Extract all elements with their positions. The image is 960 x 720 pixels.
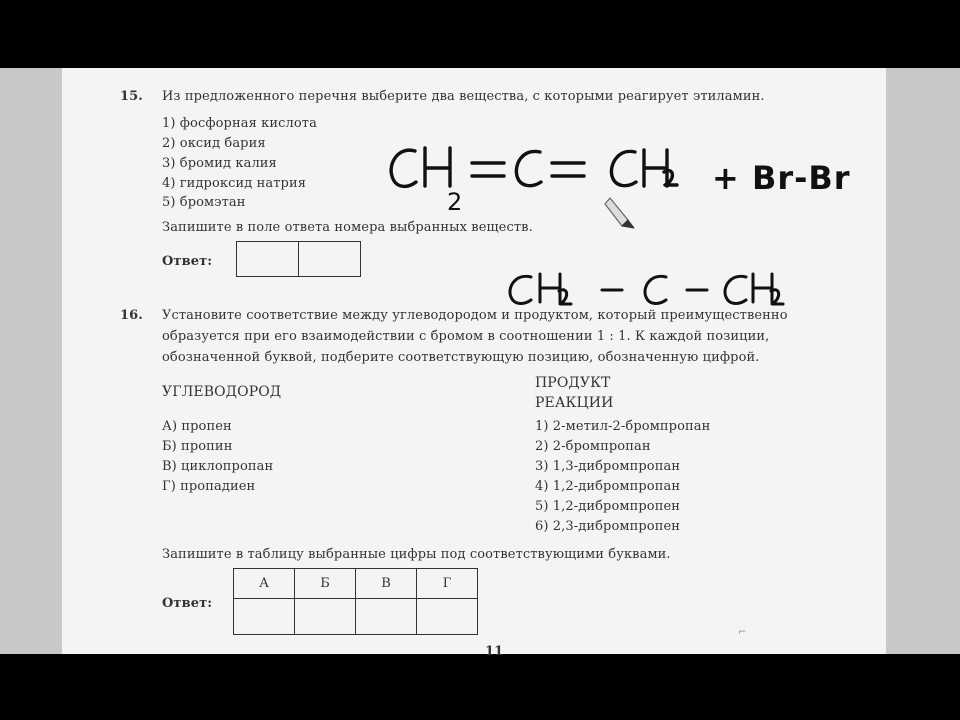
q15-option-3: 3) бромид калия (162, 156, 277, 171)
q16-right-item-2: 2) 2-бромпропан (535, 439, 651, 454)
video-letterbox-left (0, 68, 62, 654)
handwriting-reagent: + Br-Br (712, 159, 851, 197)
q15-instruction: Запишите в поле ответа номера выбранных веществ. (162, 220, 533, 235)
q16-right-header-line-1: ПРОДУКТ (535, 375, 611, 391)
q16-left-item-b: Б) пропин (162, 439, 233, 454)
q16-right-item-4: 4) 1,2-дибромпропан (535, 479, 681, 494)
q16-number: 16. (120, 308, 143, 323)
q16-left-item-a: А) пропен (162, 419, 232, 434)
q16-right-item-5: 5) 1,2-дибромпропен (535, 499, 681, 514)
q16-table-header-a: А (234, 569, 295, 599)
video-letterbox-right (886, 68, 960, 654)
handwriting-layer (62, 68, 886, 654)
q16-left-item-g: Г) пропадиен (162, 479, 256, 494)
handwriting-formula-1 (391, 148, 850, 216)
q16-right-item-6: 6) 2,3-дибромпропен (535, 519, 681, 534)
q16-left-header: УГЛЕВОДОРОД (162, 384, 282, 400)
q16-right-header-line-2: РЕАКЦИИ (535, 395, 614, 411)
q15-question: Из предложенного перечня выберите два вещества, с которыми реагирует этиламин. (162, 89, 765, 104)
q15-answer-label: Ответ: (162, 254, 213, 269)
q16-answer-label: Ответ: (162, 596, 213, 611)
q15-option-4: 4) гидроксид натрия (162, 176, 307, 191)
q16-table-header-b: Б (295, 569, 356, 599)
q16-left-item-v: В) циклопропан (162, 459, 274, 474)
pen-cursor-icon (605, 198, 634, 228)
q16-instruction: Запишите в таблицу выбранные цифры под соответствующими буквами. (162, 547, 671, 562)
q16-table-header-g: Г (417, 569, 478, 599)
q16-question-line-1: Установите соответствие между углеводородом и продуктом, который преимущественно (162, 308, 788, 323)
q16-right-item-1: 1) 2-метил-2-бромпропан (535, 419, 711, 434)
q15-option-2: 2) оксид бария (162, 136, 266, 151)
handwriting-subscript-2: 2 (447, 188, 463, 216)
document-page (62, 68, 886, 654)
q16-table-header-v: В (356, 569, 417, 599)
q15-option-5: 5) бромэтан (162, 195, 246, 210)
q16-right-item-3: 3) 1,3-дибромпропан (535, 459, 681, 474)
corner-mark: ⌐ (738, 627, 747, 638)
q15-number: 15. (120, 89, 143, 104)
q16-question-line-3: обозначенной буквой, подберите соответствующую позицию, обозначенную цифрой. (162, 350, 760, 365)
page-number: 11 (485, 644, 504, 659)
handwriting-formula-2 (510, 274, 783, 304)
q15-option-1: 1) фосфорная кислота (162, 116, 317, 131)
q16-question-line-2: образуется при его взаимодействии с бромом в соотношении 1 : 1. К каждой позиции, (162, 329, 770, 344)
